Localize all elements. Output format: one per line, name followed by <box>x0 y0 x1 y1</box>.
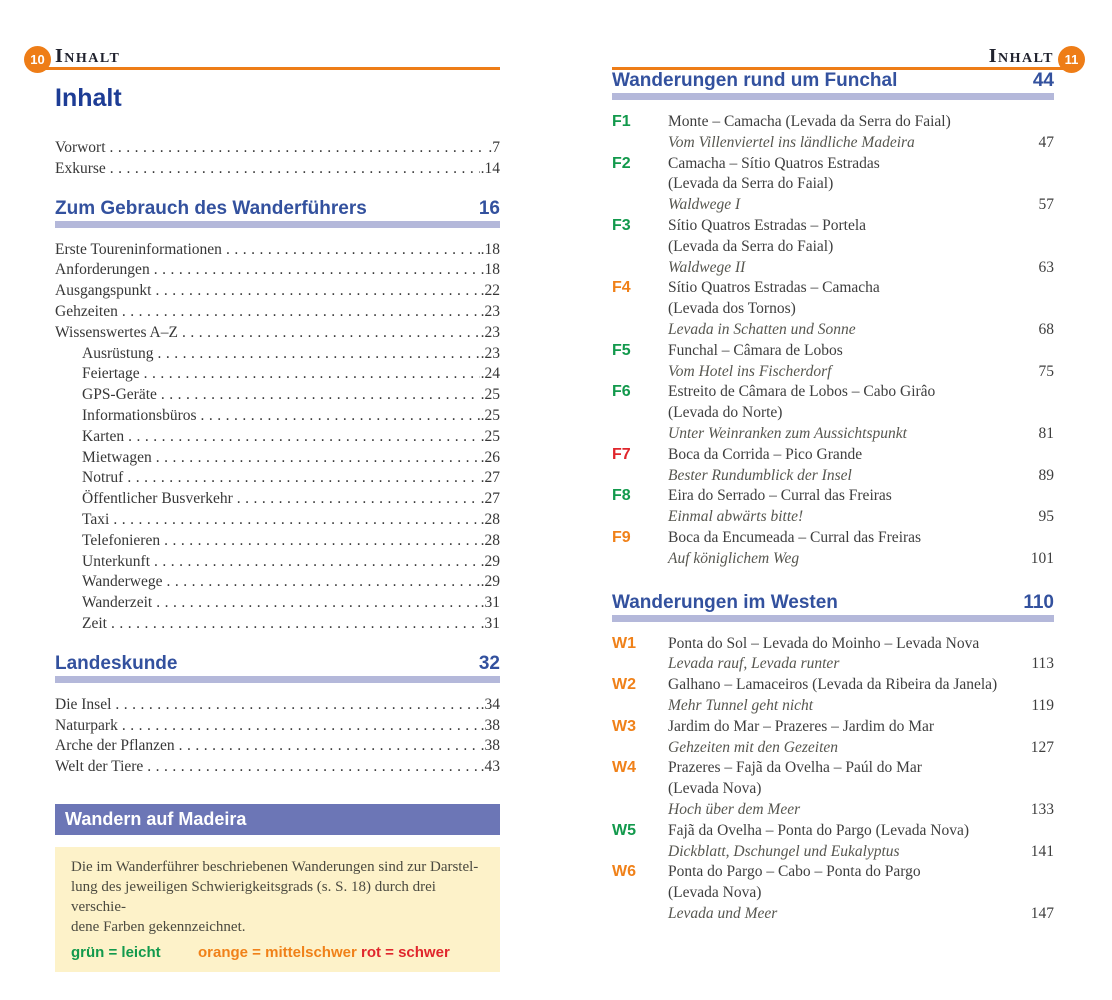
tour-subtitle: Waldwege II <box>668 258 746 276</box>
difficulty-info-text <box>71 857 484 937</box>
tour-code: F7 <box>612 445 631 463</box>
toc-entry-page-number: . 14 <box>481 159 500 180</box>
section-page-number: 110 <box>1023 591 1054 613</box>
tour-row <box>612 382 1054 444</box>
toc-entry-page-number: . 24 <box>481 364 500 385</box>
tour-page-number: 141 <box>1030 842 1054 860</box>
difficulty-info-box <box>55 847 500 972</box>
tour-subtitle: Dickblatt, Dschungel und Eukalyptus <box>668 842 900 860</box>
tour-route-line: Estreito de Câmara de Lobos – Cabo Girâo <box>668 383 936 401</box>
toc-entry-page-number: . 7 <box>488 138 500 159</box>
tour-row <box>612 341 1054 383</box>
toc-entry <box>55 385 500 406</box>
tour-subtitle-row <box>668 320 1054 341</box>
tour-page-number: 95 <box>1038 508 1054 526</box>
toc-entry <box>55 531 500 552</box>
dot-leader <box>110 138 488 159</box>
tour-subtitle: Einmal abwärts bitte! <box>668 508 804 526</box>
dot-leader <box>156 593 479 614</box>
toc-entry-page-number: . 23 <box>481 323 500 344</box>
tour-row <box>612 717 1054 759</box>
dot-leader <box>157 344 479 365</box>
tour-row <box>612 445 1054 487</box>
tour-body <box>668 112 1054 154</box>
toc-entry-label: Öffentlicher Busverkehr <box>82 490 233 508</box>
toc-entry-page-number: . 27 <box>481 489 500 510</box>
toc-entry <box>55 427 500 448</box>
tour-body <box>668 216 1054 278</box>
tour-body <box>668 634 1054 676</box>
tour-subtitle: Hoch über dem Meer <box>668 800 801 818</box>
tour-page-number: 119 <box>1031 696 1054 714</box>
tour-route-line: (Levada da Serra do Faial) <box>668 237 834 255</box>
tour-row <box>612 528 1054 570</box>
tour-row <box>612 112 1054 154</box>
tour-subtitle: Auf königlichem Weg <box>668 549 800 567</box>
toc-entry <box>55 159 500 180</box>
dot-leader <box>164 531 480 552</box>
toc-entry-label: Arche der Pflanzen <box>55 737 175 755</box>
info-text-line: dene Farben gekennzeichnet. <box>71 918 246 935</box>
tour-code: F4 <box>612 279 631 297</box>
tour-code: F1 <box>612 113 631 130</box>
toc-entry-label: Erste Toureninformationen <box>55 240 222 258</box>
tour-code: W6 <box>612 863 636 881</box>
tour-page-number: 113 <box>1031 655 1054 673</box>
tour-row <box>612 675 1054 717</box>
toc-entry-page-number: . 25 <box>481 385 500 406</box>
toc-entry <box>55 614 500 635</box>
right-page-number-badge: 11 <box>1058 46 1085 73</box>
tour-route-line: Galhano – Lamaceiros (Levada da Ribeira da Janela) <box>668 676 998 694</box>
tour-body <box>668 278 1054 340</box>
tour-body <box>668 717 1054 759</box>
toc-entry <box>55 448 500 469</box>
dot-leader <box>115 695 479 716</box>
difficulty-legend <box>71 943 484 963</box>
toc-entry-label: Ausrüstung <box>82 344 154 362</box>
legend-item: grün = leicht <box>71 943 161 961</box>
legend-item: rot = schwer <box>361 943 450 961</box>
toc-entry <box>55 323 500 344</box>
right-sections <box>612 70 1054 925</box>
tour-subtitle-row <box>668 195 1054 216</box>
toc-entry-page-number: . 38 <box>481 716 500 737</box>
tour-route-line: Camacha – Sítio Quatros Estradas <box>668 154 880 172</box>
section-heading <box>612 70 1054 100</box>
tour-code: W1 <box>612 634 636 652</box>
toc-entry-page-number: . 23 <box>481 344 500 365</box>
tour-subtitle-row <box>668 842 1054 863</box>
toc-entry <box>55 302 500 323</box>
tour-subtitle-row <box>668 424 1054 445</box>
tour-code: F2 <box>612 154 631 172</box>
tour-code: F8 <box>612 487 631 505</box>
section-page-number: 16 <box>478 197 500 219</box>
toc-entry-label: GPS-Geräte <box>82 386 157 404</box>
toc-entry-label: Gehzeiten <box>55 302 118 320</box>
tour-row <box>612 758 1054 820</box>
tour-page-number: 75 <box>1038 362 1054 380</box>
toc-entry <box>55 260 500 281</box>
tour-route-line: Funchal – Câmara de Lobos <box>668 341 843 359</box>
dot-leader <box>182 323 480 344</box>
tour-route-line: Boca da Corrida – Pico Grande <box>668 445 863 463</box>
toc-entry-page-number: . 26 <box>481 448 500 469</box>
toc-entry-label: Exkurse <box>55 159 106 177</box>
tour-subtitle-row <box>668 904 1054 925</box>
toc-entry-page-number: . 43 <box>481 757 500 778</box>
tour-subtitle-row <box>668 738 1054 759</box>
toc-entry-page-number: . 18 <box>481 260 500 281</box>
right-page <box>556 0 1112 1000</box>
tour-body <box>668 341 1054 383</box>
dot-leader <box>161 385 480 406</box>
toc-entry-label: Welt der Tiere <box>55 758 144 776</box>
dot-leader <box>147 757 479 778</box>
toc-entry <box>55 572 500 593</box>
toc-entry-label: Notruf <box>82 469 124 487</box>
tour-body <box>668 445 1054 487</box>
tour-body <box>668 382 1054 444</box>
tour-subtitle: Vom Hotel ins Fischerdorf <box>668 362 832 380</box>
tour-subtitle-row <box>668 800 1054 821</box>
toc-entry-page-number: . 25 <box>481 427 500 448</box>
tour-code: F9 <box>612 528 631 546</box>
left-running-head <box>30 44 500 70</box>
toc-entry <box>55 344 500 365</box>
tour-code: W5 <box>612 821 636 839</box>
toc-entry-label: Anforderungen <box>55 261 150 279</box>
tour-subtitle: Levada in Schatten und Sonne <box>668 320 856 338</box>
tour-subtitle: Levada und Meer <box>668 904 778 922</box>
tour-route-line: (Levada Nova) <box>668 884 762 902</box>
tour-body <box>668 675 1054 717</box>
section-page-number: 32 <box>478 652 500 674</box>
dot-leader <box>113 510 479 531</box>
tour-route-line: Fajã da Ovelha – Ponta do Pargo (Levada Nova) <box>668 821 970 839</box>
toc-entry-page-number: . 27 <box>481 468 500 489</box>
tour-route-line: Ponta do Sol – Levada do Moinho – Levada Nova <box>668 634 980 652</box>
left-sections <box>55 198 500 778</box>
tour-subtitle: Waldwege I <box>668 196 741 214</box>
toc-entry <box>55 736 500 757</box>
section-page-number: 44 <box>1032 70 1054 91</box>
tour-page-number: 147 <box>1030 904 1054 922</box>
tour-row <box>612 821 1054 863</box>
section-title: Wanderungen im Westen <box>612 591 838 613</box>
tour-route-line: Eira do Serrado – Curral das Freiras <box>668 487 892 505</box>
toc-entry-label: Wanderwege <box>82 573 163 591</box>
tour-code: F6 <box>612 383 631 401</box>
tour-page-number: 101 <box>1030 549 1054 567</box>
tour-page-number: 89 <box>1038 466 1054 484</box>
tour-row <box>612 154 1054 216</box>
toc-entry <box>55 489 500 510</box>
tour-body <box>668 486 1054 528</box>
toc-entry-label: Feiertage <box>82 365 140 383</box>
tour-page-number: 133 <box>1030 800 1054 818</box>
dot-leader <box>226 240 480 261</box>
dot-leader <box>155 281 479 302</box>
toc-entry-page-number: . 18 <box>481 240 500 261</box>
toc-list <box>55 695 500 778</box>
tour-body <box>668 821 1054 863</box>
toc-entry <box>55 757 500 778</box>
tour-route-line: Sítio Quatros Estradas – Camacha <box>668 279 880 297</box>
left-header-label: Inhalt <box>55 45 121 67</box>
right-header-label: Inhalt <box>988 45 1054 67</box>
toc-entry <box>55 138 500 159</box>
tour-code: F3 <box>612 216 631 234</box>
tour-subtitle-row <box>668 507 1054 528</box>
toc-entry-page-number: . 31 <box>481 614 500 635</box>
tour-subtitle: Unter Weinranken zum Aussichtspunkt <box>668 424 907 442</box>
dot-leader <box>144 364 480 385</box>
toc-entry <box>55 364 500 385</box>
toc-entry <box>55 552 500 573</box>
tour-row <box>612 634 1054 676</box>
toc-entry <box>55 695 500 716</box>
tour-subtitle-row <box>668 696 1054 717</box>
toc-entry-label: Unterkunft <box>82 552 151 570</box>
tour-body <box>668 862 1054 924</box>
tour-code: F5 <box>612 341 631 359</box>
toc-entry-page-number: . 34 <box>481 695 500 716</box>
tour-route-line: (Levada do Norte) <box>668 404 783 422</box>
section-title: Landeskunde <box>55 652 178 674</box>
toc-entry-label: Zeit <box>82 614 107 632</box>
dot-leader <box>167 572 480 593</box>
tour-page-number: 47 <box>1038 133 1054 151</box>
toc-entry-page-number: . 22 <box>481 281 500 302</box>
toc-entry-page-number: . 31 <box>481 593 500 614</box>
section-heading <box>55 653 500 683</box>
toc-entry <box>55 716 500 737</box>
tour-body <box>668 154 1054 216</box>
toc-entry <box>55 281 500 302</box>
dot-leader <box>179 736 480 757</box>
tour-route-line: (Levada Nova) <box>668 780 762 798</box>
dot-leader <box>154 552 480 573</box>
toc-entry-label: Die Insel <box>55 695 112 713</box>
dot-leader <box>128 427 479 448</box>
toc-entry <box>55 406 500 427</box>
toc-entry-page-number: . 28 <box>481 510 500 531</box>
tour-route-line: Sítio Quatros Estradas – Portela <box>668 216 867 234</box>
toc-list <box>55 240 500 635</box>
dot-leader <box>111 614 480 635</box>
toc-entry-page-number: . 29 <box>481 572 500 593</box>
tour-page-number: 68 <box>1038 320 1054 338</box>
banner-wandern-auf-madeira: Wandern auf Madeira <box>55 804 500 835</box>
tour-route-line: Boca da Encumeada – Curral das Freiras <box>668 528 922 546</box>
contents-title: Inhalt <box>55 84 122 112</box>
intro-toc-list <box>55 138 500 180</box>
dot-leader <box>237 489 480 510</box>
toc-entry-page-number: . 25 <box>481 406 500 427</box>
tour-subtitle-row <box>668 466 1054 487</box>
toc-entry <box>55 468 500 489</box>
toc-entry-page-number: . 28 <box>481 531 500 552</box>
tour-row <box>612 862 1054 924</box>
tour-list <box>612 112 1054 570</box>
right-running-head <box>612 44 1079 70</box>
toc-entry <box>55 240 500 261</box>
tour-body <box>668 528 1054 570</box>
dot-leader <box>110 159 480 180</box>
right-header-rule <box>612 67 1077 70</box>
toc-entry-label: Wissenswertes A–Z <box>55 323 178 341</box>
tour-code: W2 <box>612 676 636 694</box>
toc-entry-label: Mietwagen <box>82 448 152 466</box>
tour-page-number: 57 <box>1038 196 1054 214</box>
section-heading <box>55 198 500 228</box>
tour-row <box>612 278 1054 340</box>
tour-page-number: 81 <box>1038 424 1054 442</box>
tour-page-number: 63 <box>1038 258 1054 276</box>
tour-subtitle: Gehzeiten mit den Gezeiten <box>668 738 839 756</box>
toc-entry-label: Wanderzeit <box>82 594 153 612</box>
toc-entry-page-number: . 38 <box>481 736 500 757</box>
info-text-line: Die im Wanderführer beschriebenen Wanderungen sind zur Darstel- <box>71 858 479 875</box>
tour-route-line: (Levada da Serra do Faial) <box>668 175 834 193</box>
tour-page-number: 127 <box>1030 738 1054 756</box>
toc-entry-label: Vorwort <box>55 139 106 156</box>
tour-subtitle: Vom Villenviertel ins ländliche Madeira <box>668 133 915 151</box>
tour-route-line: Prazeres – Fajã da Ovelha – Paúl do Mar <box>668 759 922 777</box>
dot-leader <box>122 302 480 323</box>
toc-entry-label: Taxi <box>82 510 110 528</box>
tour-subtitle-row <box>668 549 1054 570</box>
dot-leader <box>154 260 480 281</box>
tour-list <box>612 634 1054 925</box>
toc-entry-page-number: . 29 <box>481 552 500 573</box>
tour-route-line: Monte – Camacha (Levada da Serra do Faial) <box>668 113 951 130</box>
dot-leader <box>127 468 479 489</box>
info-text-line: lung des jeweiligen Schwierigkeitsgrads (s. S. 18) durch drei verschie- <box>71 878 436 915</box>
tour-subtitle-row <box>668 258 1054 279</box>
tour-code: W3 <box>612 717 636 735</box>
tour-subtitle: Mehr Tunnel geht nicht <box>668 696 814 714</box>
tour-route-line: Jardim do Mar – Prazeres – Jardim do Mar <box>668 717 935 735</box>
tour-code: W4 <box>612 759 636 777</box>
tour-body <box>668 758 1054 820</box>
tour-subtitle-row <box>668 654 1054 675</box>
tour-route-line: (Levada dos Tornos) <box>668 300 796 318</box>
toc-entry-label: Ausgangspunkt <box>55 282 152 300</box>
toc-entry-label: Telefonieren <box>82 531 161 549</box>
tour-row <box>612 216 1054 278</box>
dot-leader <box>201 406 480 427</box>
tour-row <box>612 486 1054 528</box>
toc-entry <box>55 510 500 531</box>
section-title: Wanderungen rund um Funchal <box>612 70 898 91</box>
tour-route-line: Ponta do Pargo – Cabo – Ponta do Pargo <box>668 863 921 881</box>
toc-entry-page-number: . 23 <box>481 302 500 323</box>
section-heading <box>612 592 1054 622</box>
left-page-number-badge: 10 <box>24 46 51 73</box>
dot-leader <box>156 448 480 469</box>
tour-subtitle: Levada rauf, Levada runter <box>668 655 840 673</box>
toc-entry <box>55 593 500 614</box>
toc-entry-label: Naturpark <box>55 716 118 734</box>
toc-entry-label: Informationsbüros <box>82 406 197 424</box>
toc-entry-label: Karten <box>82 427 125 445</box>
tour-subtitle-row <box>668 362 1054 383</box>
left-header-rule <box>30 67 500 70</box>
dot-leader <box>122 716 480 737</box>
tour-subtitle-row <box>668 133 1054 154</box>
tour-subtitle: Bester Rundumblick der Insel <box>668 466 852 484</box>
legend-item: orange = mittelschwer <box>198 943 357 961</box>
section-title: Zum Gebrauch des Wanderführers <box>55 197 367 219</box>
